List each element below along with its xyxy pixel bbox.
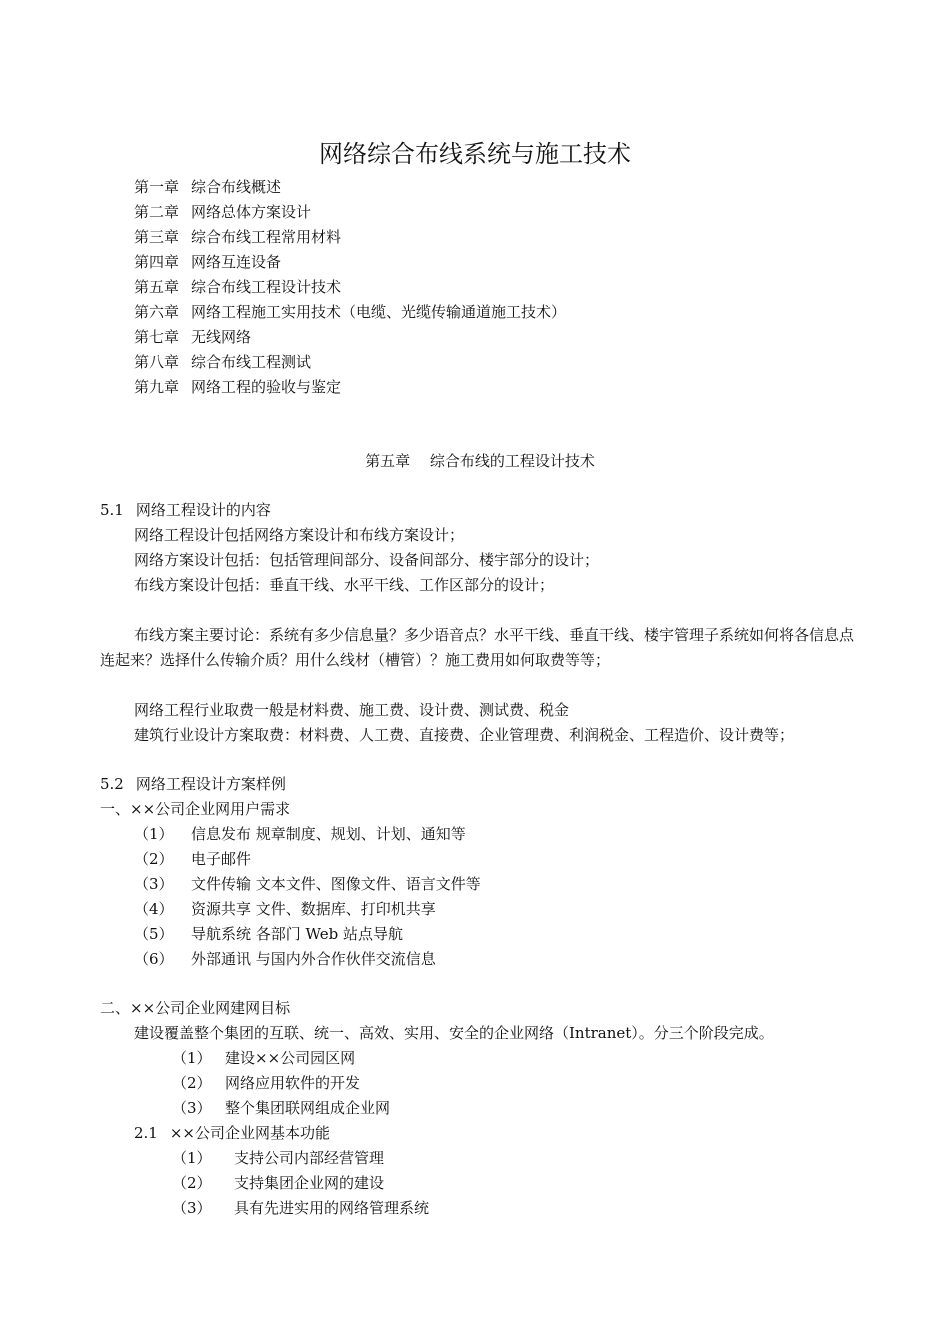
list-item: [172, 1047, 355, 1069]
list-text: 信息发布 规章制度、规划、计划、通知等: [191, 825, 466, 843]
discussion-paragraph: 布线方案主要讨论：系统有多少信息量？多少语音点？水平干线、垂直干线、楼宇管理子系统如何将各信息点连起来？选择什么传输介质？用什么线材（槽管）？施工费用如何取费等等；: [100, 626, 855, 669]
list-number: （1）: [134, 825, 174, 843]
toc-item: [134, 301, 566, 323]
list-text: 支持公司内部经营管理: [234, 1149, 385, 1167]
list-item: [134, 873, 481, 895]
list-item: [172, 1072, 360, 1094]
toc-chapter: 第二章: [134, 203, 180, 221]
list-item: [134, 923, 403, 945]
toc-item: [134, 201, 311, 223]
toc-chapter: 第四章: [134, 253, 180, 271]
list-item: [172, 1197, 429, 1219]
list-number: （1）: [172, 1049, 212, 1067]
section-number: 5.1: [100, 501, 124, 519]
document-title: 网络综合布线系统与施工技术: [319, 140, 631, 168]
paragraph-line: 建设覆盖整个集团的互联、统一、高效、实用、安全的企业网络（Intranet）。分三个阶段完成。: [134, 1024, 774, 1042]
list-number: （2）: [134, 850, 174, 868]
toc-chapter: 第八章: [134, 353, 180, 371]
toc-item: [134, 376, 341, 398]
list-number: （4）: [134, 900, 174, 918]
toc-chapter: 第一章: [134, 178, 180, 196]
paragraph-line: 建筑行业设计方案取费：材料费、人工费、直接费、企业管理费、利润税金、工程造价、设计费等；: [134, 726, 795, 744]
list-number: （5）: [134, 925, 174, 943]
list-text: 电子邮件: [191, 850, 252, 868]
list-item: [134, 823, 466, 845]
paragraph-line: 网络工程设计包括网络方案设计和布线方案设计；: [134, 526, 465, 544]
list-text: 建设××公司园区网: [225, 1049, 356, 1067]
section-title: 网络工程设计方案样例: [135, 775, 286, 793]
toc-name: 综合布线工程设计技术: [191, 278, 342, 296]
toc-name: 网络总体方案设计: [191, 203, 312, 221]
toc-item: [134, 176, 281, 198]
list-number: （3）: [172, 1199, 212, 1217]
list-number: （6）: [134, 950, 174, 968]
list-text: 文件传输 文本文件、图像文件、语言文件等: [191, 875, 481, 893]
list-item: [172, 1097, 390, 1119]
toc-name: 网络工程施工实用技术（电缆、光缆传输通道施工技术）: [191, 303, 567, 321]
list-item: [134, 948, 436, 970]
section-number: 5.2: [100, 775, 124, 793]
toc-name: 综合布线工程常用材料: [191, 228, 342, 246]
toc-item: [134, 351, 311, 373]
list-number: （1）: [172, 1149, 212, 1167]
section-heading: [100, 773, 286, 795]
subsection-heading: 二、××公司企业网建网目标: [100, 999, 291, 1017]
subsection-heading: 一、××公司企业网用户需求: [100, 800, 291, 818]
list-text: 具有先进实用的网络管理系统: [234, 1199, 430, 1217]
section-title: ××公司企业网基本功能: [169, 1124, 330, 1142]
subsection-heading: [134, 1122, 330, 1144]
toc-item: [134, 276, 341, 298]
section-number: 2.1: [134, 1124, 158, 1142]
list-text: 资源共享 文件、数据库、打印机共享: [191, 900, 436, 918]
section-title: 网络工程设计的内容: [135, 501, 271, 519]
toc-item: [134, 326, 251, 348]
list-number: （2）: [172, 1174, 212, 1192]
paragraph-line: 网络工程行业取费一般是材料费、施工费、设计费、测试费、税金: [134, 701, 570, 719]
list-item: [172, 1147, 384, 1169]
toc-name: 综合布线概述: [191, 178, 282, 196]
chapter-heading: 第五章 综合布线的工程设计技术: [365, 452, 595, 470]
list-item: [134, 848, 251, 870]
list-number: （3）: [172, 1099, 212, 1117]
toc-item: [134, 251, 281, 273]
toc-chapter: 第五章: [134, 278, 180, 296]
paragraph-line: 布线方案设计包括：垂直干线、水平干线、工作区部分的设计；: [134, 576, 555, 594]
toc-name: 网络工程的验收与鉴定: [191, 378, 342, 396]
list-text: 网络应用软件的开发: [225, 1074, 361, 1092]
toc-item: [134, 226, 341, 248]
toc-chapter: 第六章: [134, 303, 180, 321]
list-text: 整个集团联网组成企业网: [225, 1099, 391, 1117]
list-item: [134, 898, 436, 920]
list-number: （2）: [172, 1074, 212, 1092]
toc-name: 综合布线工程测试: [191, 353, 312, 371]
toc-chapter: 第三章: [134, 228, 180, 246]
list-text: 支持集团企业网的建设: [234, 1174, 385, 1192]
toc-name: 网络互连设备: [191, 253, 282, 271]
toc-chapter: 第九章: [134, 378, 180, 396]
list-text: 导航系统 各部门 Web 站点导航: [191, 925, 403, 943]
list-item: [172, 1172, 384, 1194]
paragraph-line: 网络方案设计包括：包括管理间部分、设备间部分、楼宇部分的设计；: [134, 551, 600, 569]
toc-chapter: 第七章: [134, 328, 180, 346]
list-text: 外部通讯 与国内外合作伙伴交流信息: [191, 950, 436, 968]
section-heading: [100, 499, 271, 521]
list-number: （3）: [134, 875, 174, 893]
toc-name: 无线网络: [191, 328, 252, 346]
